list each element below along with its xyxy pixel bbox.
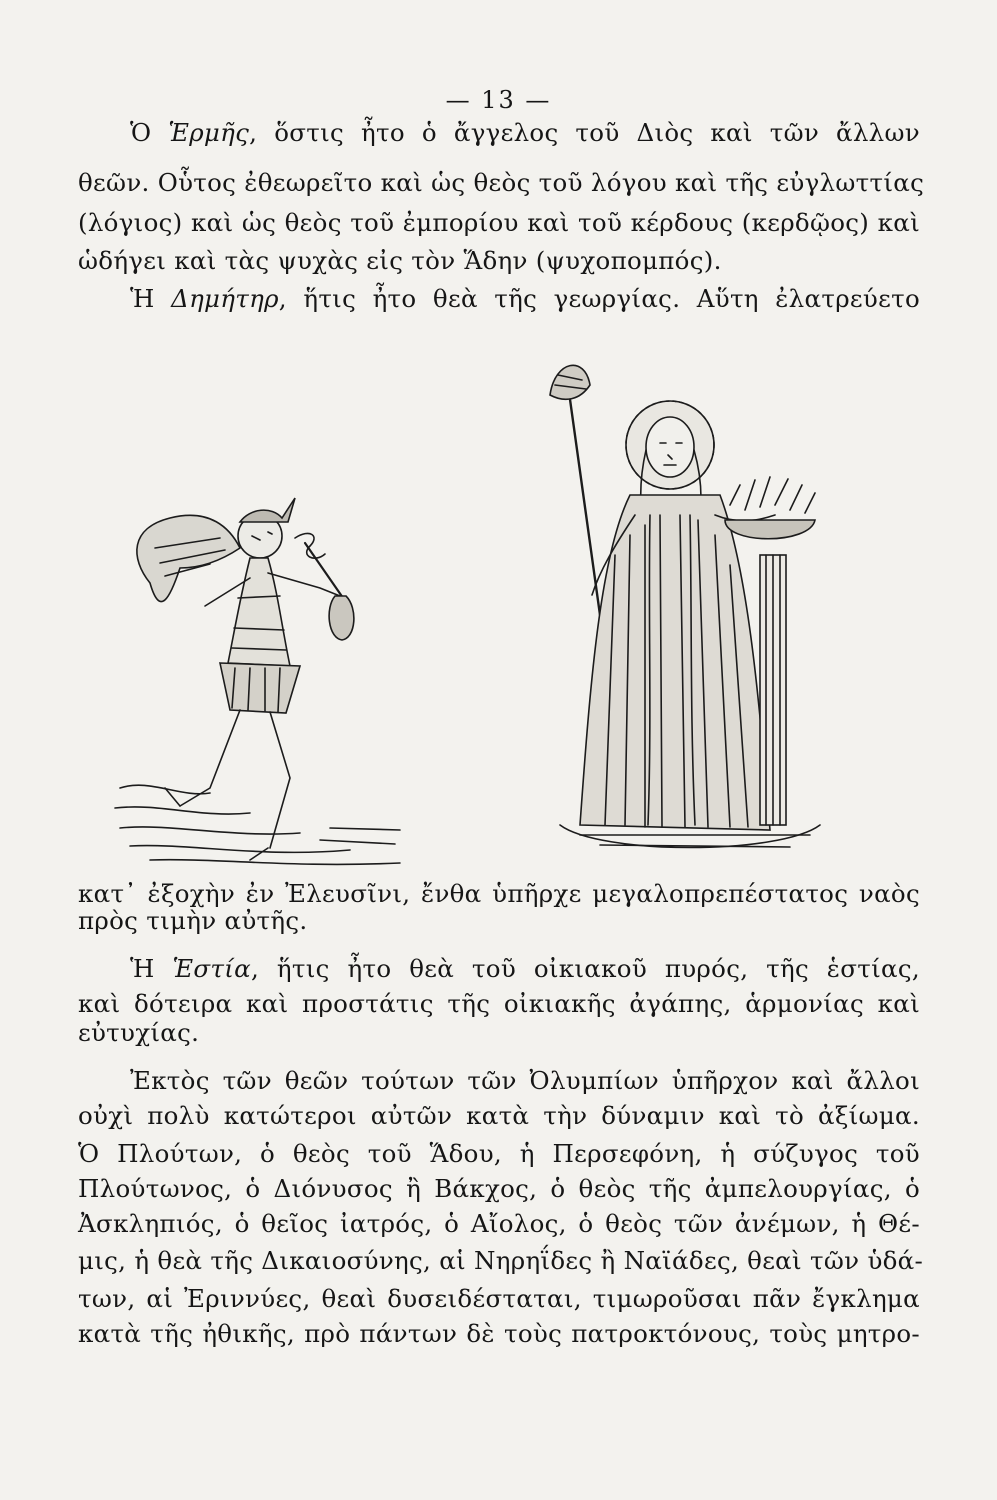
demeter-engraving: [520, 355, 850, 855]
others-line-2: οὐχὶ πολὺ κατώτεροι αὐτῶν κατὰ τὴν δύναμιν καὶ τὸ ἀξίωμα.: [78, 1101, 920, 1130]
others-line-4: Πλούτωνος, ὁ Διόνυσος ἢ Βάκχος, ὁ θεὸς τῆς ἀμπελουργίας, ὁ: [78, 1174, 920, 1203]
others-line-3: Ὁ Πλούτων, ὁ θεὸς τοῦ Ἅδου, ἡ Περσεφόνη, ἡ σύζυγος τοῦ: [78, 1139, 920, 1168]
demeter-line-1: [78, 283, 920, 315]
demeter-line-2: κατ᾽ ἐξοχὴν ἐν Ἐλευσῖνι, ἔνθα ὑπῆρχε μεγαλοπρεπέστατος ναὸς: [78, 879, 920, 908]
others-line-5: Ἀσκληπιός, ὁ θεῖος ἰατρός, ὁ Αἴολος, ὁ θεὸς τῶν ἀνέμων, ἡ Θέ-: [78, 1209, 920, 1238]
hestia-lead: Ἡ: [130, 954, 173, 983]
hermes-line-3: (λόγιος) καὶ ὡς θεὸς τοῦ ἐμπορίου καὶ τοῦ κέρδους (κερδῷος) καὶ: [78, 208, 920, 237]
hermes-lead: Ὁ: [130, 118, 169, 147]
others-line-7: των, αἱ Ἐριννύες, θεαὶ δυσειδέσταται, τιμωροῦσαι πᾶν ἔγκλημα: [78, 1284, 920, 1313]
others-line-8: κατὰ τῆς ἠθικῆς, πρὸ πάντων δὲ τοὺς πατροκτόνους, τοὺς μητρο-: [78, 1319, 920, 1348]
demeter-lead: Ἡ: [130, 284, 172, 313]
others-line-6: μις, ἡ θεὰ τῆς Δικαιοσύνης, αἱ Νηρηΐδες ἢ Ναϊάδες, θεαὶ τῶν ὑδά-: [78, 1246, 924, 1275]
demeter-text: , ἥτις ἦτο θεὰ τῆς γεωργίας. Αὕτη ἐλατρεύετο: [278, 284, 920, 313]
hermes-line-2: θεῶν. Οὗτος ἐθεωρεῖτο καὶ ὡς θεὸς τοῦ λόγου καὶ τῆς εὐγλωττίας: [78, 168, 925, 197]
hestia-name: Ἑστία: [172, 954, 251, 983]
hestia-text: , ἥτις ἦτο θεὰ τοῦ οἰκιακοῦ πυρός, τῆς ἑστίας,: [250, 954, 920, 983]
hermes-name: Ἑρμῆς: [168, 118, 250, 147]
hestia-line-1: [78, 953, 920, 985]
hermes-line-4: ὡδήγει καὶ τὰς ψυχὰς εἰς τὸν Ἅδην (ψυχοπομπός).: [78, 246, 722, 275]
hermes-line-1: [78, 117, 920, 149]
others-line-1: Ἐκτὸς τῶν θεῶν τούτων τῶν Ὀλυμπίων ὑπῆρχον καὶ ἄλλοι: [130, 1066, 920, 1095]
hestia-line-2: καὶ δότειρα καὶ προστάτις τῆς οἰκιακῆς ἀγάπης, ἁρμονίας καὶ: [78, 989, 920, 1018]
hermes-text: , ὅστις ἦτο ὁ ἄγγελος τοῦ Διὸς καὶ τῶν ἄλλων: [249, 118, 920, 147]
page-number: — 13 —: [445, 86, 552, 114]
demeter-name: Δημήτηρ: [171, 284, 279, 313]
hermes-engraving: [110, 488, 410, 868]
hestia-line-3: εὐτυχίας.: [78, 1018, 200, 1047]
demeter-line-3: πρὸς τιμὴν αὐτῆς.: [78, 906, 308, 935]
